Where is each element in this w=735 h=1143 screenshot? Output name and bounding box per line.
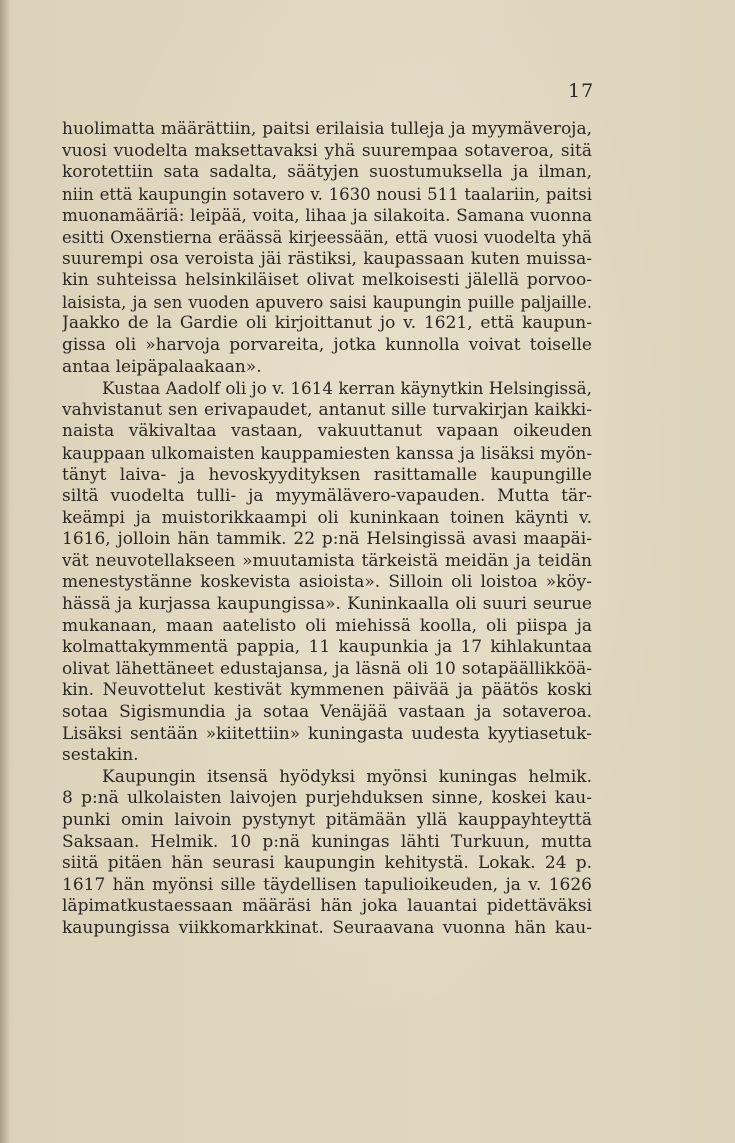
text-line: Kustaa Aadolf oli jo v. 1614 kerran käynytkin Helsingissä, <box>102 378 592 399</box>
text-line: siitä pitäen hän seurasi kaupungin kehitystä. Lokak. 24 p. <box>62 853 592 874</box>
text-line: muonamääriä: leipää, voita, lihaa ja silakoita. Samana vuonna <box>62 205 592 226</box>
text-line: kaupungissa viikkomarkkinat. Seuraavana vuonna hän kau- <box>62 917 592 938</box>
text-line: sotaa Sigismundia ja sotaa Venäjää vastaan ja sotaveroa. <box>62 702 592 723</box>
text-line: kauppaan ulkomaisten kauppamiesten kanssa ja lisäksi myön- <box>62 442 592 463</box>
text-line: naista väkivaltaa vastaan, vakuuttanut vapaan oikeuden <box>62 421 592 442</box>
text-line: hässä ja kurjassa kaupungissa». Kuninkaalla oli suuri seurue <box>62 594 592 615</box>
page-number: 17 <box>568 80 595 102</box>
text-line: vuosi vuodelta maksettavaksi yhä suurempaa sotaveroa, sitä <box>62 140 592 161</box>
text-line: kin. Neuvottelut kestivät kymmenen päivää ja päätös koski <box>62 680 592 701</box>
body-text <box>62 119 592 940</box>
text-line: suurempi osa veroista jäi rästiksi, kaupassaan kuten muissa- <box>62 248 592 269</box>
text-line: keämpi ja muistorikkaampi oli kuninkaan toinen käynti v. <box>62 507 592 528</box>
paragraph <box>62 119 592 378</box>
text-line: vahvistanut sen erivapaudet, antanut sille turvakirjan kaikki- <box>62 399 592 420</box>
text-line: sestakin. <box>62 745 139 766</box>
text-line: vät neuvotellakseen »muutamista tärkeistä meidän ja teidän <box>62 550 592 571</box>
text-line: mukanaan, maan aatelisto oli miehissä koolla, oli piispa ja <box>62 615 592 636</box>
text-line: Saksaan. Helmik. 10 p:nä kuningas lähti Turkuun, mutta <box>62 831 592 852</box>
text-line: läpimatkustaessaan määräsi hän joka lauantai pidettäväksi <box>62 896 592 917</box>
text-line: menestystänne koskevista asioista». Silloin oli loistoa »köy- <box>62 572 592 593</box>
text-line: tänyt laiva- ja hevoskyydityksen rasittamalle kaupungille <box>62 464 592 485</box>
text-line: 1617 hän myönsi sille täydellisen tapulioikeuden, ja v. 1626 <box>62 874 592 895</box>
paragraph <box>62 378 592 767</box>
text-line: 8 p:nä ulkolaisten laivojen purjehduksen sinne, koskei kau- <box>62 788 592 809</box>
text-line: Kaupungin itsensä hyödyksi myönsi kuningas helmik. <box>102 766 592 787</box>
text-line: laisista, ja sen vuoden apuvero saisi kaupungin puille paljaille. <box>62 292 592 312</box>
text-line: huolimatta määrättiin, paitsi erilaisia tulleja ja myymäveroja, <box>62 119 592 139</box>
paragraph <box>62 767 592 940</box>
text-line: kolmattakymmentä pappia, 11 kaupunkia ja 17 kihlakuntaa <box>62 637 592 658</box>
text-line: Lisäksi sentään »kiitettiin» kuningasta uudesta kyytiasetuk- <box>62 723 592 744</box>
text-line: kin suhteissa helsinkiläiset olivat melkoisesti jälellä porvoo- <box>62 270 592 291</box>
text-line: olivat lähettäneet edustajansa, ja läsnä oli 10 sotapäällikköä- <box>62 658 592 679</box>
text-line: antaa leipäpalaakaan». <box>62 356 262 377</box>
text-line: Jaakko de la Gardie oli kirjoittanut jo v. 1621, että kaupun- <box>62 313 592 334</box>
text-line: korotettiin sata sadalta, säätyjen suostumuksella ja ilman, <box>62 162 592 183</box>
text-line: esitti Oxenstierna eräässä kirjeessään, että vuosi vuodelta yhä <box>62 227 592 247</box>
text-line: niin että kaupungin sotavero v. 1630 nousi 511 taalariin, paitsi <box>62 184 592 204</box>
text-line: punki omin laivoin pystynyt pitämään yllä kauppayhteyttä <box>62 810 592 830</box>
text-line: siltä vuodelta tulli- ja myymälävero-vapauden. Mutta tär- <box>62 486 592 507</box>
text-line: gissa oli »harvoja porvareita, jotka kunnolla voivat toiselle <box>62 334 592 355</box>
page-edge-shadow <box>0 0 10 1143</box>
text-line: 1616, jolloin hän tammik. 22 p:nä Helsingissä avasi maapäi- <box>62 529 592 550</box>
